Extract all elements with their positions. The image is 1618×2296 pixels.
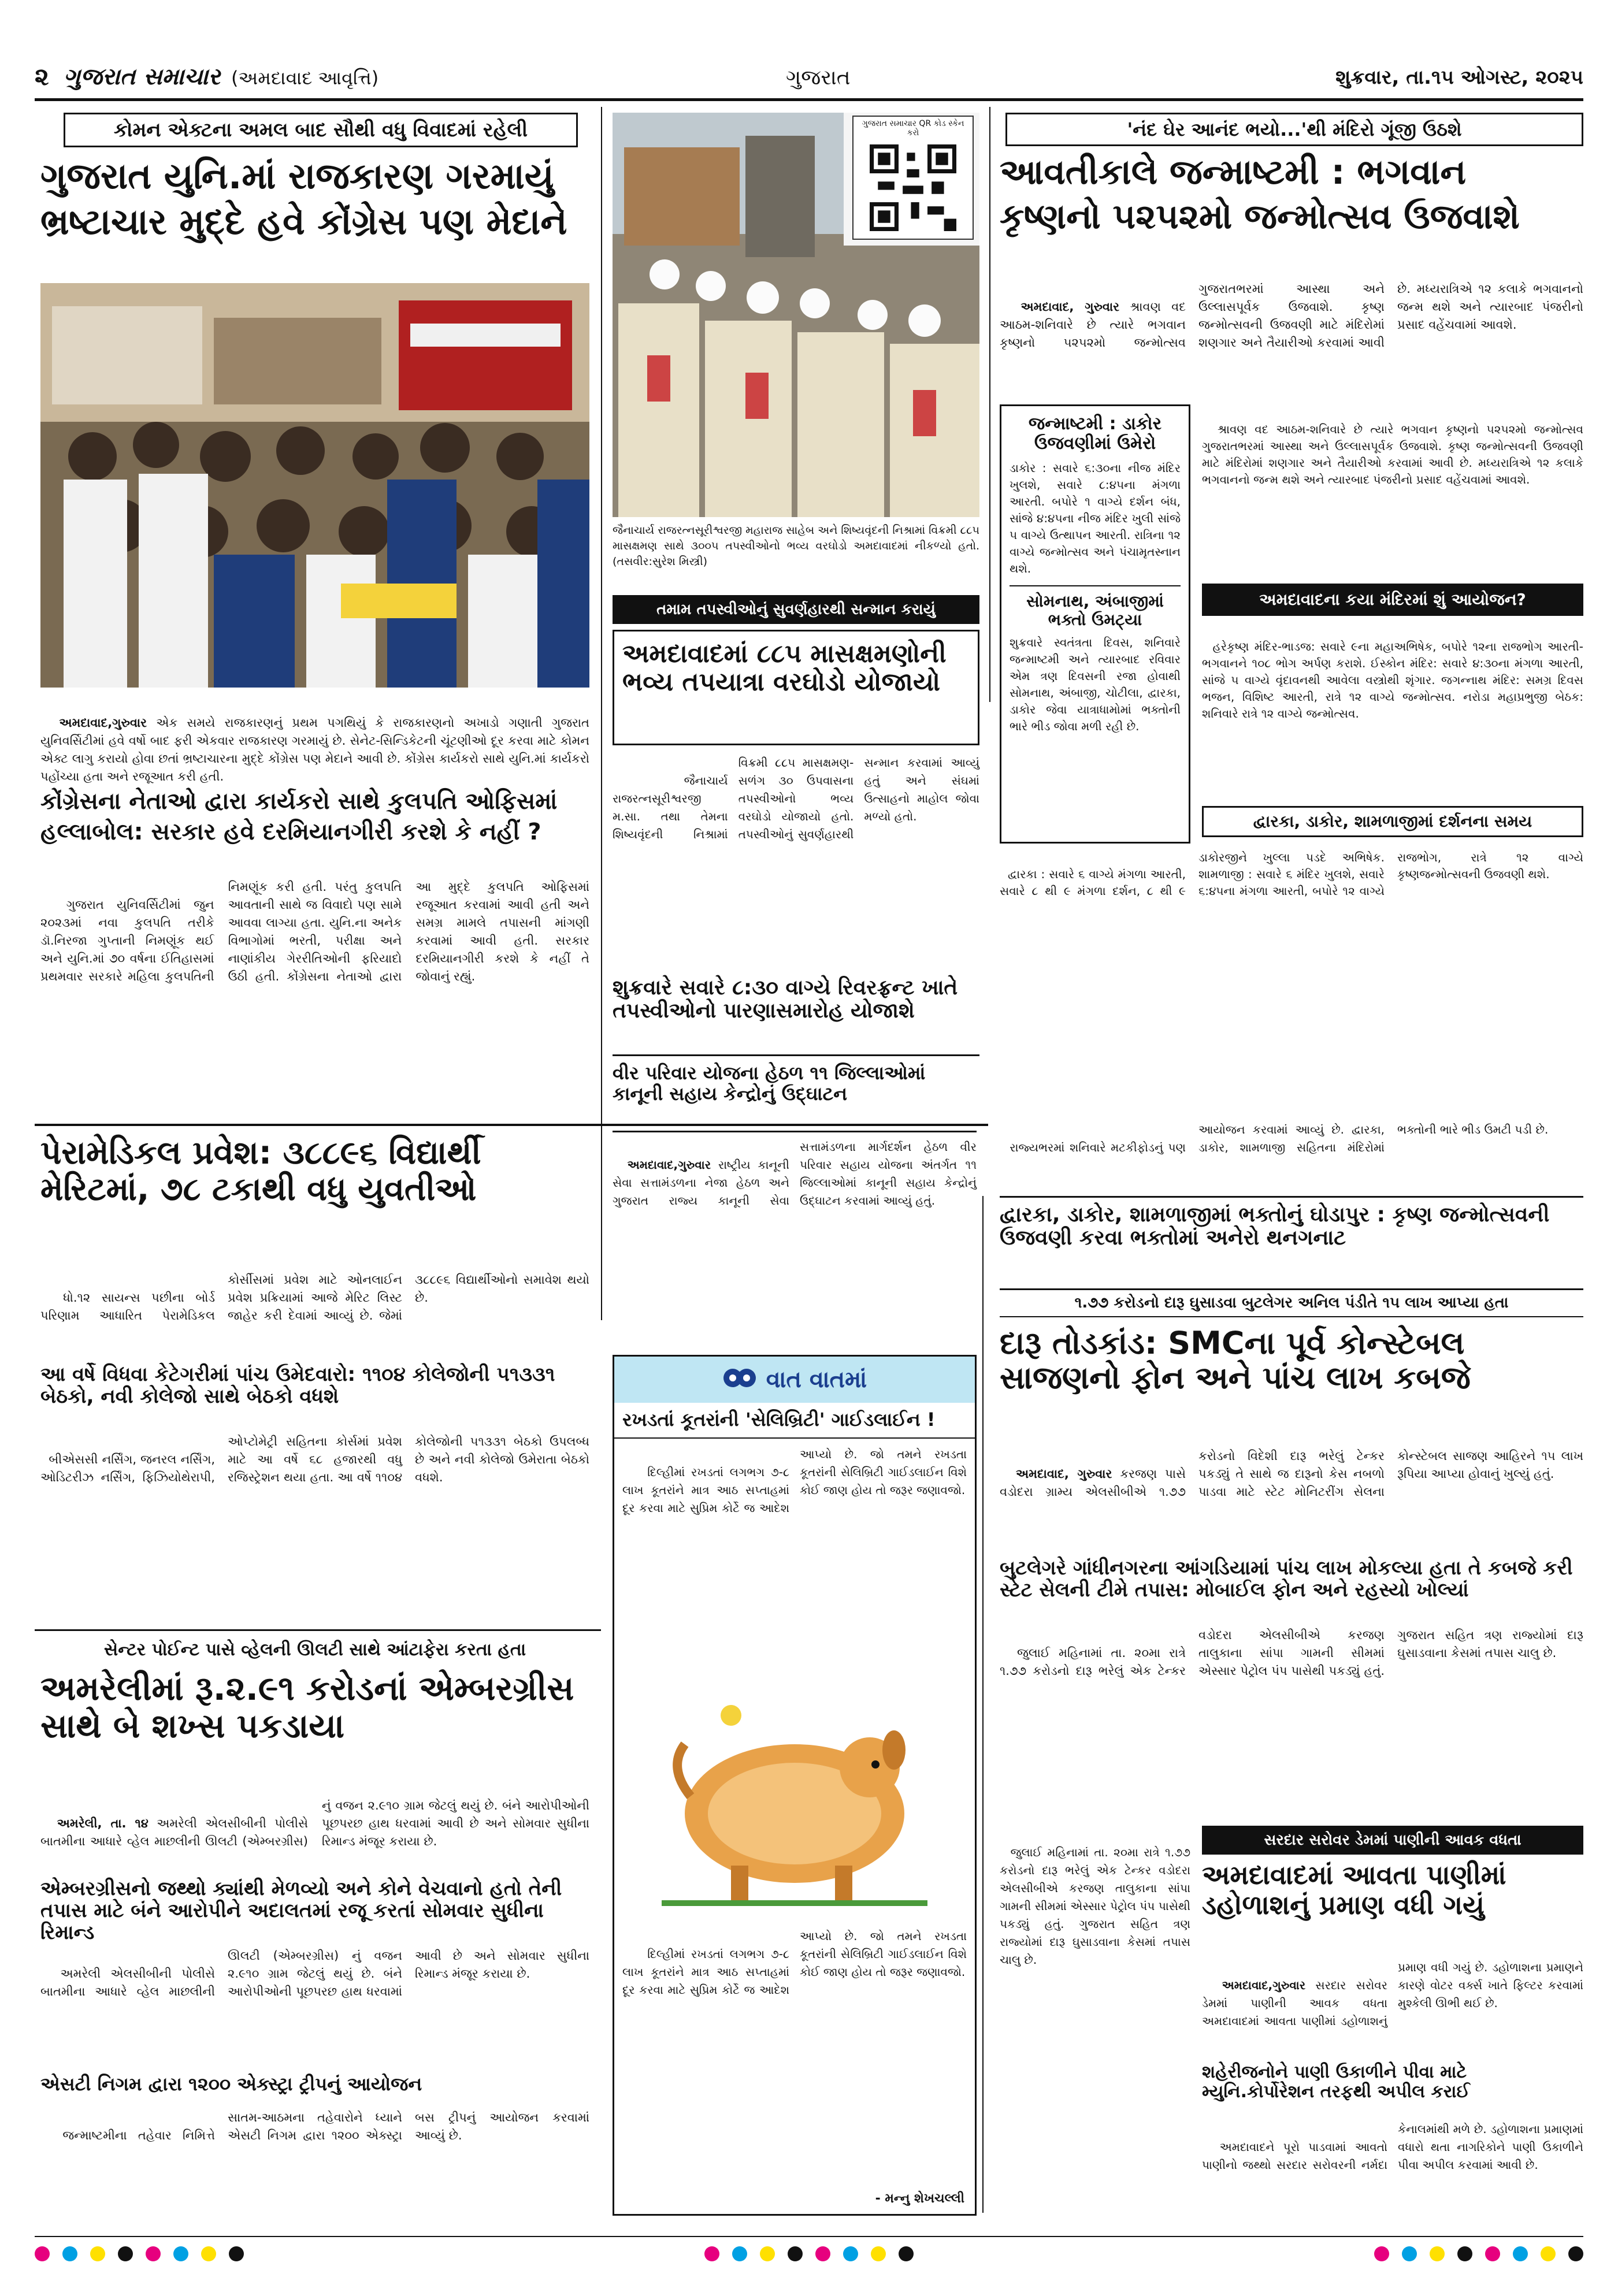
darshan-banner (1202, 806, 1583, 837)
tapyatra-caption-text: જૈનાચાર્ય રાજરત્નસૂરીશ્વરજી મહારાજ સાહેબ અને શિષ્યવૃંદની નિશ્રામાં વિક્રમી ૮૮૫ માસક્ષમણ સાથે ૩૦૦૫ તપસ્વીઓનો ભવ્ય વરઘોડો અમદાવાદમાં નીકળ્યો હતો. (તસવીર:સુરેશ મિસ્ત્રી) (613, 524, 979, 568)
vaat-body-continued-text: દિલ્હીમાં રખડતાં લગભગ ૭-૮ લાખ કૂતરાંને માત્ર આઠ સપ્તાહમાં દૂર કરવા માટે સુપ્રિમ કોર્ટે જ આદેશ આપ્યો છે. જો તમને રખડતા કૂતરાંની સેલિબ્રિટી ગાઈડલાઈન વિશે કોઈ જાણ હોય તો જરૂર જણાવજો. (622, 1929, 971, 1997)
smc-subhead (1000, 1557, 1583, 1621)
ambergris-headline-text: અમરેલીમાં રૂ.૨.૯૧ કરોડનાં એમ્બરગ્રીસ સાથે બે શખ્સ પકડાયા (40, 1669, 574, 1745)
masthead-logo: ગુજરાત સમાચાર (64, 64, 220, 90)
vaat-body-text: દિલ્હીમાં રખડતાં લગભગ ૭-૮ લાખ કૂતરાંને માત્ર આઠ સપ્તાહમાં દૂર કરવા માટે સુપ્રિમ કોર્ટે જ આદેશ આપ્યો છે. જો તમને રખડતા કૂતરાંની સેલિબ્રિટી ગાઈડલાઈન વિશે કોઈ જાણ હોય તો જરૂર જણાવજો. (622, 1447, 971, 1515)
vaat-author: - મન્નુ શેખચલ્લી (875, 2191, 964, 2206)
smc-body (1000, 1447, 1587, 1551)
dakor-crowd-body (1000, 1121, 1583, 1190)
section-rule (35, 1629, 601, 1631)
registration-dot (229, 2246, 244, 2261)
gu-kicker: કોમન એક્ટના અમલ બાદ સૌથી વધુ વિવાદમાં રહેલી (113, 118, 528, 142)
registration-dot (173, 2246, 188, 2261)
dakor-box (1000, 404, 1190, 844)
jm-body-continued-text: શ્રાવણ વદ આઠમ-શનિવારે છે ત્યારે ભગવાન કૃષ્ણનો ૫૨૫૨મો જન્મોત્સવ ગુજરાતભરમાં આસ્થા અને ઉલ્લાસપૂર્વક ઉજવાશે. કૃષ્ણ જન્મોત્સવની ઉજવણી માટે મંદિરોમાં શણગાર અને તૈયારીઓ કરવામાં આવી છે. મધ્યરાત્રિએ ૧૨ કલાકે ભગવાનનો જન્મ થશે અને ત્યારબાદ પંજરીનો પ્રસાદ વહેંચવામાં આવશે. (1202, 422, 1587, 486)
qr-code-icon (870, 144, 956, 231)
darshan-banner-text: દ્વારકા, ડાકોર, શામળાજીમાં દર્શનના સમય (1253, 812, 1532, 831)
smc-body-text: કરજણ પાસે વડોદરા ગ્રામ્ય એલસીબીએ ૧.૭૭ કરોડનો વિદેશી દારૂ ભરેલું ટેન્કર પકડ્યું તે સાથે જ દારૂનો કેસ નબળો પાડવા માટે સ્ટેટ મોનિટરીંગ સેલના કોન્સ્ટેબલ સાજણ આહિરને ૧૫ લાખ રૂપિયા આપ્યા હોવાનું ખુલ્યું હતું. (1000, 1449, 1587, 1499)
gu-kicker-box (64, 113, 578, 147)
dakor-box-body: ડાકોર : સવારે ૬:૩૦ના નીજ મંદિર ખુલશે, સવારે ૮:૪૫ના મંગળા આરતી. બપોરે ૧ વાગ્યે દર્શન બંધ, સાંજે ૪:૪૫ના નીજ મંદિર ખુલી સાંજે ૫ વાગ્યે ઉત્થાપન આરતી. રાત્રિના ૧૨ વાગ્યે જન્મોત્સવ અને પંચામૃતસ્નાન થશે. (1010, 461, 1185, 576)
ambergris-kicker-text: સેન્ટર પોઈન્ટ પાસે વ્હેલની ઊલટી સાથે આંટાફેરા કરતા હતા (103, 1639, 526, 1660)
smc-body2-text: જુલાઈ મહિનામાં તા. ૨૦મા રાત્રે ૧.૭૭ કરોડનો દારૂ ભરેલું એક ટેન્કર વડોદરા એલસીબીએ કરજણ તાલુકાના સાંપા ગામની સીમમાં એસ્સાર પેટ્રોલ પંપ પાસેથી પકડ્યું હતું. ગુજરાત સહિત ત્રણ રાજ્યોમાં દારૂ ઘુસાડવાના કેસમાં તપાસ ચાલુ છે. (1000, 1628, 1587, 1678)
registration-dot (1457, 2246, 1472, 2261)
registration-dot (62, 2246, 77, 2261)
ambergris-body (40, 1797, 593, 1872)
tapyatra-footer (613, 976, 979, 1046)
registration-dot (1485, 2246, 1500, 2261)
section-label: ગુજરાત (786, 66, 851, 90)
smc-body2 (1000, 1626, 1587, 1817)
tapyatra-kicker (613, 595, 979, 624)
legal-headline-text: વીર પરિવાર યોજના હેઠળ ૧૧ જિલ્લાઓમાં કાનૂની સહાય કેન્દ્રોનું ઉદ્ઘાટન (613, 1062, 926, 1105)
registration-dot (90, 2246, 105, 2261)
vaat-column-name: વાત વાતમાં (766, 1366, 867, 1393)
narmada-body2-text: અમદાવાદને પૂરો પાડવામાં આવતો પાણીનો જથ્થો સરદાર સરોવરની નર્મદા કેનાલમાંથી મળે છે. ડહોળાશના પ્રમાણમાં વધારો થતા નાગરિકોને પાણી ઉકાળીને પીવા અપીલ કરવામાં આવી છે. (1202, 2122, 1587, 2172)
tapyatra-footer-text: શુક્રવારે સવારે ૮:૩૦ વાગ્યે રિવરફ્રન્ટ ખાતે તપસ્વીઓનો પારણાસમારોહ યોજાશે (613, 976, 958, 1023)
tapyatra-headline (613, 630, 979, 745)
ambergris-subhead (40, 1877, 589, 1945)
jm-headline-line2: કૃષ્ણનો ૫૨૫૨મો જન્મોત્સવ ઉજવાશે (1000, 196, 1520, 237)
registration-dots-center (704, 2246, 914, 2261)
smc-dateline: અમદાવાદ, ગુરુવાર (1016, 1467, 1112, 1481)
narmada-subhead (1202, 2063, 1583, 2115)
narmada-body-text: સરદાર સરોવર ડેમમાં પાણીની આવક વધતા અમદાવાદમાં આવતા પાણીમાં ડહોળાશનું પ્રમાણ વધી ગયું છે. ડહોળાશના પ્રમાણને કારણે વોટર વર્ક્સ ખાતે ફિલ્ટર કરવામાં મુશ્કેલી ઊભી થઈ છે. (1202, 1960, 1587, 2028)
paramedical-body2 (40, 1433, 593, 1618)
gu-body (40, 878, 593, 1115)
ambergris-headline (40, 1670, 589, 1791)
registration-dot (1541, 2246, 1556, 2261)
registration-dot (1402, 2246, 1417, 2261)
header-rule (35, 98, 1583, 101)
smc-headline (1000, 1326, 1583, 1441)
column-divider (989, 107, 990, 702)
registration-dots-left (35, 2246, 244, 2261)
smc-kicker-text: ૧.૭૭ કરોડનો દારૂ ઘુસાડવા બુટલેગર અનિલ પંડીતે ૧૫ લાખ આપ્યા હતા (1074, 1294, 1509, 1312)
paramedical-subhead (40, 1364, 589, 1427)
paramedical-subhead-text: આ વર્ષે વિધવા કેટેગરીમાં પાંચ ઉમેદવારો: ૧૧૦૪ કોલેજોની ૫૧૩૩૧ બેઠકો, નવી કોલેજો સાથે બેઠકો વધશે (40, 1363, 555, 1409)
gu-subhead (40, 789, 589, 870)
gu-subhead-line2: હલ્લાબોલ: સરકાર હવે દરમિયાનગીરી કરશે કે નહીં ? (40, 818, 541, 845)
edition-label: (અમદાવાદ આવૃત્તિ) (231, 67, 379, 89)
issue-date: શુક્રવાર, તા.૧૫ ઓગસ્ટ, ૨૦૨૫ (1335, 66, 1583, 89)
paramedical-headline-text: પેરામેડિકલ પ્રવેશ: ૩૮૮૯૬ વિદ્યાર્થી મેરિટમાં, ૭૮ ટકાથી વધુ યુવતીઓ (40, 1134, 481, 1208)
darshan-body (1000, 849, 1587, 1115)
jm-dateline: અમદાવાદ, ગુરુવાર (1020, 300, 1119, 314)
registration-dot (704, 2246, 719, 2261)
st-body (40, 2109, 593, 2213)
st-headline-text: એસટી નિગમ દ્વારા ૧૨૦૦ એક્સ્ટ્રા ટ્રીપનું આયોજન (40, 2073, 422, 2095)
temples-banner (1202, 584, 1583, 616)
ambergris-dateline: અમરેલી, તા. ૧૪ (57, 1816, 149, 1830)
vaat-headline: રખડતાં કૂતરાંની 'સેલિબ્રિટી' ગાઈડલાઈન ! (614, 1403, 975, 1439)
smc-kicker (1000, 1288, 1583, 1317)
paramedical-headline (40, 1135, 589, 1262)
tapyatra-kicker-text: તમામ તપસ્વીઓનું સુવર્ણહારથી સન્માન કરાયું (656, 600, 936, 618)
gu-lead (40, 696, 593, 783)
dakor-box-title: જન્માષ્ટમી : ડાકોર ઉજવણીમાં ઉમેરો (1028, 414, 1162, 454)
jm-kicker-box (1005, 113, 1583, 146)
somnath-box-body: શુક્રવારે સ્વતંત્રતા દિવસ, શનિવારે જન્માષ્ટમી અને ત્યારબાદ રવિવાર એમ ત્રણ દિવસની રજા હોવાથી સોમનાથ, અંબાજી, ચોટીલા, દ્વારકા, ડાકોર જેવા યાત્રાધામોમાં ભક્તોની ભારે ભીડ જોવા મળી રહી છે. (1010, 635, 1185, 733)
legal-headline (613, 1063, 977, 1132)
gu-lead-text: એક સમયે રાજકારણનું પ્રથમ પગથિયું કે રાજકારણનો અખાડો ગણાતી ગુજરાત યુનિવર્સિટીમાં હવે વર્ષો બાદ ફરી એકવાર રાજકારણ ગરમાયું છે. સેનેટ-સિન્ડિકેટની ચૂંટણીઓ દૂર કરવા માટે કોમન એક્ટ લાગુ કરાયો હોવા છતાં ભ્રષ્ટાચારના મુદ્દે કોંગ્રેસ પણ મેદાને આવી છે. કોંગ્રેસ કાર્યકરો સાથે યુનિ.માં કાર્યકરો પહોંચ્યા હતા અને રજૂઆત કરી હતી. (40, 716, 593, 783)
ambergris-body2 (40, 1947, 593, 2068)
smc-subhead-text: બુટલેગરે ગાંધીનગરના આંગડિયામાં પાંચ લાખ મોકલ્યા હતા તે કબજે કરી સ્ટેટ સેલની ટીમે તપાસ: મોબાઈલ ફોન અને રહસ્યો ખોલ્યાં (1000, 1556, 1573, 1602)
tapyatra-headline-text: અમદાવાદમાં ૮૮૫ માસક્ષમણોની ભવ્ય તપયાત્રા વરઘોડો યોજાયો (622, 639, 947, 697)
gu-protest-photo (40, 283, 589, 688)
jm-body (1000, 280, 1587, 396)
st-headline (40, 2074, 589, 2103)
narmada-dateline: અમદાવાદ,ગુરુવાર (1222, 1978, 1306, 1992)
registration-dot (1513, 2246, 1528, 2261)
dakor-crowd-headline-text: દ્વારકા, ડાકોર, શામળાજીમાં ભક્તોનું ઘોડાપુર : કૃષ્ણ જન્મોત્સવની ઉજવણી કરવા ભક્તોમાં અનેરો થનગનાટ (1000, 1203, 1550, 1250)
registration-dot (899, 2246, 914, 2261)
registration-dot (843, 2246, 858, 2261)
vaat-body-continued (614, 1920, 975, 2206)
legal-body (613, 1138, 981, 1346)
narmada-headline-text: અમદાવાદમાં આવતા પાણીમાં ડહોળાશનું પ્રમાણ વધી ગયું (1202, 1859, 1506, 1920)
dakor-crowd-headline (1000, 1196, 1583, 1277)
registration-dots-right (1374, 2246, 1583, 2261)
registration-dot (815, 2246, 830, 2261)
ambergris-body-text: અમરેલી એલસીબીની પોલીસે બાતમીના આધારે વ્હેલ માછલીની ઊલટી (એમ્બરગ્રીસ) નું વજન ૨.૯૧૦ ગ્રામ જેટલું થયું છે. બંને આરોપીઓની પૂછપરછ હાથ ધરવામાં આવી છે અને સોમવાર સુધીના રિમાન્ડ મંજૂર કરાયા છે. (40, 1799, 593, 1848)
section-rule (613, 1054, 979, 1056)
paramedical-body (40, 1271, 593, 1358)
jm-body-text: શ્રાવણ વદ આઠમ-શનિવારે છે ત્યારે ભગવાન કૃષ્ણનો ૫૨૫૨મો જન્મોત્સવ ગુજરાતભરમાં આસ્થા અને ઉલ્લાસપૂર્વક ઉજવાશે. કૃષ્ણ જન્મોત્સવની ઉજવણી માટે મંદિરોમાં શણગાર અને તૈયારીઓ કરવામાં આવી છે. મધ્યરાત્રિએ ૧૨ કલાકે ભગવાનનો જન્મ થશે અને ત્યારબાદ પંજરીનો પ્રસાદ વહેંચવામાં આવશે. (1000, 282, 1587, 350)
registration-dot (1430, 2246, 1445, 2261)
print-registration-strip (35, 2236, 1583, 2271)
registration-dot (118, 2246, 133, 2261)
page-number: ૨ (35, 62, 49, 91)
temples-banner-text: અમદાવાદના કયા મંદિરમાં શું આયોજન? (1259, 590, 1526, 609)
jm-headline-line1: આવતીકાલે જન્માષ્ટમી : ભગવાન (1000, 152, 1467, 192)
gu-body-text: ગુજરાત યુનિવર્સિટીમાં જુન ૨૦૨૩માં નવા કુલપતિ તરીકે ડૉ.નિરજા ગુપ્તાની નિમણૂંક થઈ અને યુનિ.માં ૭૦ વર્ષના ઈતિહાસમાં પ્રથમવાર સરકારે મહિલા કુલપતિની નિમણૂંક કરી હતી. પરંતુ કુલપતિ આવતાની સાથે જ વિવાદો પણ સામે આવવા લાગ્યા હતા. યુનિ.ના અનેક વિભાગોમાં ભરતી, પરીક્ષા અને નાણાંકીય ગેરરીતિઓની ફરિયાદો ઉઠી હતી. કોંગ્રેસના નેતાઓ દ્વારા આ મુદ્દે કુલપતિ ઓફિસમાં રજૂઆત કરવામાં આવી હતી અને સમગ્ર મામલે તપાસની માંગણી કરવામાં આવી હતી. સરકાર દરમિયાનગીરી કરશે કે નહીં તે જોવાનું રહ્યું. (40, 880, 593, 983)
page-header (35, 61, 1583, 96)
st-body-text: જન્માષ્ટમીના તહેવાર નિમિત્તે સાતમ-આઠમના તહેવારોને ધ્યાને એસટી નિગમ દ્વારા ૧૨૦૦ એક્સ્ટ્રા બસ ટ્રીપનું આયોજન કરવામાં આવ્યું છે. (62, 2111, 593, 2142)
smc-headline-text: દારૂ તોડકાંડ: SMCના પૂર્વ કોન્સ્ટેબલ સાજણનો ફોન અને પાંચ લાખ કબજે (1000, 1325, 1471, 1396)
dog-cartoon (614, 1672, 975, 1920)
temples-body (1202, 622, 1587, 795)
registration-dot (760, 2246, 775, 2261)
registration-dot (35, 2246, 50, 2261)
dakor-crowd-body-text: રાજ્યભરમાં શનિવારે મટકીફોડનું પણ આયોજન કરવામાં આવ્યું છે. દ્વારકા, ડાકોર, શામળાજી સહિતના મંદિરોમાં ભક્તોની ભારે ભીડ ઉમટી પડી છે. (1010, 1123, 1549, 1154)
narmada-body (1202, 1959, 1587, 2057)
ambergris-kicker (40, 1635, 589, 1664)
smc-body-continued (1000, 1826, 1194, 2213)
column-divider (601, 107, 602, 1320)
registration-dot (788, 2246, 803, 2261)
dialogue-icon (722, 1365, 757, 1394)
legal-dateline: અમદાવાદ,ગુરુવાર (627, 1158, 711, 1172)
vaat-body (614, 1439, 975, 1672)
registration-dot (201, 2246, 216, 2261)
jm-kicker: 'નંદ ઘેર આનંદ ભયો...'થી મંદિરો ગૂંજી ઉઠશે (1127, 118, 1462, 140)
paramedical-body2-text: બીએસસી નર્સિંગ, જનરલ નર્સિંગ, ઓડિટરીઝ નર્સિંગ, ફિઝિયોથેરાપી, ઓપ્ટોમેટ્રી સહિતના કોર્સમાં પ્રવેશ માટે આ વર્ષે ૬૮ હજારથી વધુ રજિસ્ટ્રેશન થયા હતા. આ વર્ષે ૧૧૦૪ કોલેજોની ૫૧૩૩૧ બેઠકો ઉપલબ્ધ છે અને નવી કોલેજો ઉમેરાતા બેઠકો વધશે. (40, 1435, 593, 1484)
qr-code-box[interactable] (852, 116, 974, 240)
gu-headline-line1: ગુજરાત યુનિ.માં રાજકારણ ગરમાયું (40, 155, 554, 197)
gu-subhead-line1: કોંગ્રેસના નેતાઓ દ્વારા કાર્યકરો સાથે કુલપતિ ઓફિસમાં (40, 788, 558, 815)
narmada-kicker (1202, 1826, 1583, 1855)
smc-body-continued-text: જુલાઈ મહિનામાં તા. ૨૦મા રાત્રે ૧.૭૭ કરોડનો દારૂ ભરેલું એક ટેન્કર વડોદરા એલસીબીએ કરજણ તાલુકાના સાંપા ગામની સીમમાં એસ્સાર પેટ્રોલ પંપ પાસેથી પકડ્યું હતું. ગુજરાત સહિત ત્રણ રાજ્યોમાં દારૂ ઘુસાડવાના કેસમાં તપાસ ચાલુ છે. (1000, 1845, 1194, 1967)
paramedical-body-text: ધો.૧૨ સાયન્સ પછીના બોર્ડ પરિણામ આધારિત પેરામેડિકલ કોર્સીસમાં પ્રવેશ માટે ઓનલાઈન પ્રવેશ પ્રક્રિયામાં આજે મેરિટ લિસ્ટ જાહેર કરી દેવામાં આવ્યું છે. જેમાં ૩૮૮૯૬ વિદ્યાર્થીઓનો સમાવેશ થયો છે. (40, 1273, 593, 1322)
ambergris-body2-text: અમરેલી એલસીબીની પોલીસે બાતમીના આધારે વ્હેલ માછલીની ઊલટી (એમ્બરગ્રીસ) નું વજન ૨.૯૧૦ ગ્રામ જેટલું થયું છે. બંને આરોપીઓની પૂછપરછ હાથ ધરવામાં આવી છે અને સોમવાર સુધીના રિમાન્ડ મંજૂર કરાયા છે. (40, 1949, 593, 1998)
narmada-headline (1202, 1860, 1583, 1953)
narmada-body2 (1202, 2120, 1587, 2213)
jm-body-continued (1202, 404, 1587, 578)
jm-headline (1000, 153, 1583, 274)
ambergris-subhead-text: એમ્બરગ્રીસનો જથ્થો ક્યાંથી મેળવ્યો અને કોને વેચવાનો હતો તેની તપાસ માટે બંને આરોપીને અદાલતમાં રજૂ કરતાં સોમવાર સુધીના રિમાન્ડ (40, 1877, 562, 1945)
narmada-kicker-text: સરદાર સરોવર ડેમમાં પાણીની આવક વધતા (1264, 1831, 1521, 1849)
registration-dot (146, 2246, 161, 2261)
narmada-subhead-text: શહેરીજનોને પાણી ઉકાળીને પીવા માટે મ્યુનિ.કોર્પોરેશન તરફથી અપીલ કરાઈ (1202, 2062, 1470, 2102)
vaat-column-box (613, 1355, 977, 2216)
qr-caption: ગુજરાત સમાચાર QR કોડ સ્કેન કરો (862, 119, 964, 138)
registration-dot (871, 2246, 886, 2261)
temples-body-text: હરેકૃષ્ણ મંદિર-ભાડજ: સવારે ૯ના મહાઅભિષેક, બપોરે ૧૨ના રાજભોગ આરતી-ભગવાનને ૧૦૮ ભોગ અર્પણ કરાશે. ઈસ્કોન મંદિર: સવારે ૪:૩૦ના મંગળા આરતી, સાંજે ૫ વાગ્યે વૃંદાવનથી આવેલા વસ્ત્રોથી શૃંગાર. જગન્નાથ મંદિર: સમગ્ર દિવસ ભજન, વિશિષ્ટ આરતી, રાત્રે ૧૨ વાગ્યે જન્મોત્સવ. નરોડા મહાપ્રભુજી બેઠક: શનિવારે રાત્રે ૧૨ વાગ્યે જન્મોત્સવ. (1202, 640, 1587, 720)
vaat-masthead (614, 1357, 975, 1403)
somnath-box-title: સોમનાથ, અંબાજીમાં ભક્તો ઉમટ્યા (1010, 585, 1181, 629)
legal-body-text: રાષ્ટ્રીય કાનૂની સેવા સત્તામંડળના નેજા હેઠળ અને ગુજરાત રાજ્ય કાનૂની સેવા સત્તામંડળના માર્ગદર્શન હેઠળ વીર પરિવાર સહાય યોજના અંતર્ગત ૧૧ જિલ્લાઓમાં કાનૂની સહાય કેન્દ્રોનું ઉદ્ઘાટન કરવામાં આવ્યું હતું. (613, 1140, 981, 1208)
registration-dot (1568, 2246, 1583, 2261)
gu-headline-line2: ભ્રષ્ટાચાર મુદ્દે હવે કોંગ્રેસ પણ મેદાને (40, 200, 567, 243)
gu-dateline: અમદાવાદ,ગુરુવાર (59, 716, 147, 730)
tapyatra-body (613, 754, 984, 968)
tapyatra-caption (613, 523, 979, 586)
column-divider (982, 1196, 984, 2213)
darshan-body-text: દ્વારકા : સવારે ૬ વાગ્યે મંગળા આરતી, સવારે ૮ થી ૯ મંગળા દર્શન, ૮ થી ૯ ડાકોરજીને ખુલ્લા પડદે અભિષેક. શામળાજી : સવારે ૬ મંદિર ખુલશે, સવારે ૬:૪૫ના મંગળા આરતી, બપોરે ૧૨ વાગ્યે રાજભોગ, રાત્રે ૧૨ વાગ્યે કૃષ્ણજન્મોત્સવની ઉજવણી થશે. (1000, 850, 1587, 898)
registration-dot (1374, 2246, 1389, 2261)
registration-dot (732, 2246, 747, 2261)
tapyatra-body-text: જૈનાચાર્ય રાજરત્નસૂરીશ્વરજી મ.સા. તથા તેમના શિષ્યવૃંદની નિશ્રામાં વિક્રમી ૮૮૫ માસક્ષમણ-સળંગ ૩૦ ઉપવાસના તપસ્વીઓનો ભવ્ય વરઘોડો યોજાયો હતો. તપસ્વીઓનું સુવર્ણહારથી સન્માન કરવામાં આવ્યું હતું અને સંઘમાં ઉત્સાહનો માહોલ જોવા મળ્યો હતો. (613, 756, 984, 841)
gu-headline (40, 156, 589, 272)
